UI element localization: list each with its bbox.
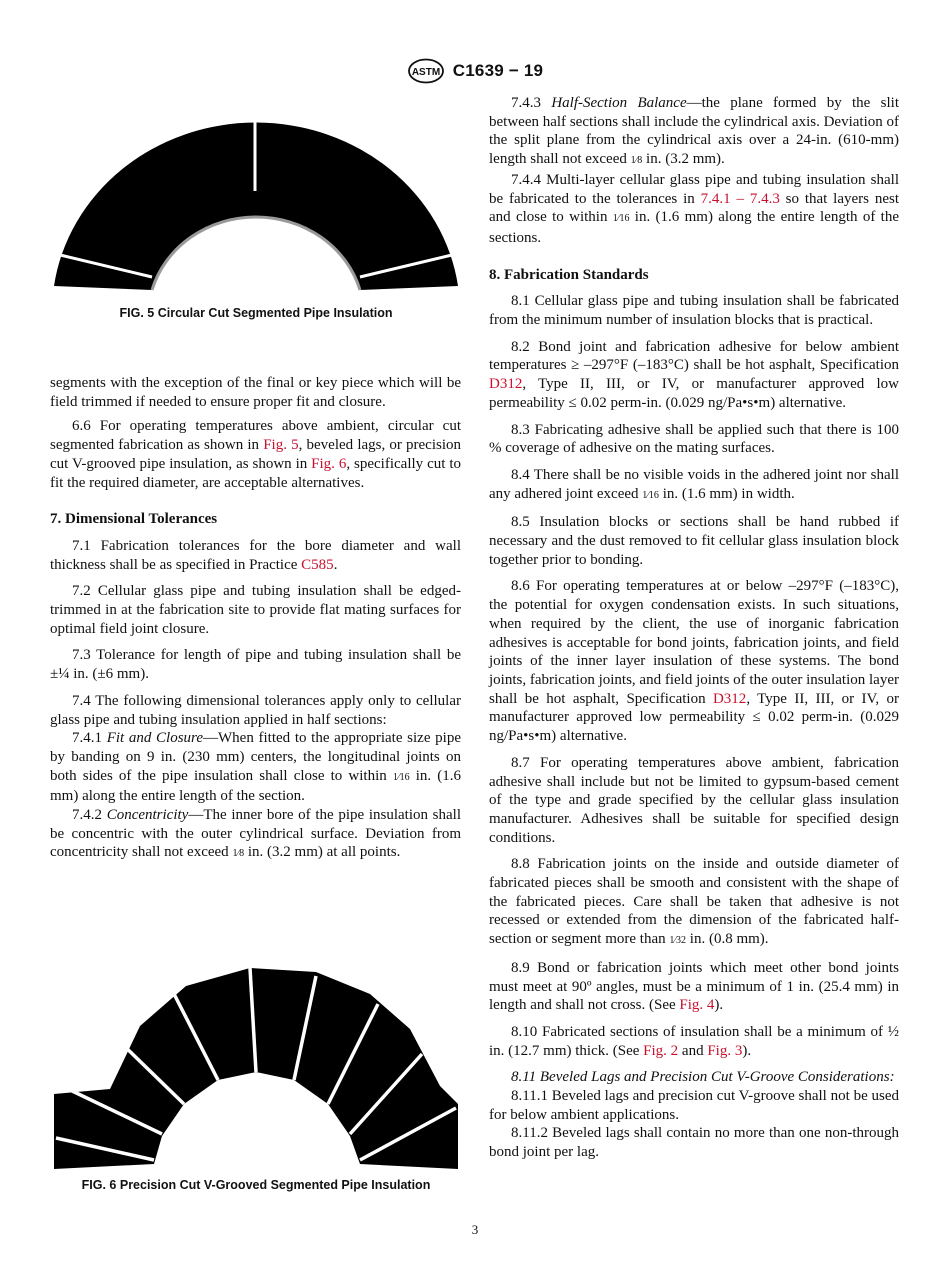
paragraph-8-10: 8.10 Fabricated sections of insulation shall be a minimum of ½ in. (12.7 mm) thick. (See Fig. 2 and Fig. 3). (489, 1023, 899, 1059)
fig4-link[interactable]: Fig. 4 (679, 997, 715, 1014)
d312-link[interactable]: D312 (489, 376, 523, 393)
astm-logo-text: ASTM (411, 67, 440, 78)
paragraph-8-11: 8.11 Beveled Lags and Precision Cut V-Groove Considerations: (511, 1069, 895, 1086)
fig6-v-groove-diagram (50, 964, 462, 1174)
paragraph-7-2: 7.2 Cellular glass pipe and tubing insulation shall be edged-trimmed in at the fabrication site to provide flat mating surfaces for optimal field joint closure. (50, 583, 461, 637)
fig6-caption: FIG. 6 Precision Cut V-Grooved Segmented Pipe Insulation (81, 1178, 431, 1192)
paragraph-8-1: 8.1 Cellular glass pipe and tubing insulation shall be fabricated from the minimum number of insulation blocks that is practical. (489, 293, 899, 329)
page-header (0, 58, 950, 89)
paragraph-8-9: 8.9 Bond or fabrication joints which meet other bond joints must meet at 90º angles, must be a minimum of 1 in. (25.4 mm) in length and shall not cross. (See Fig. 4). (489, 959, 899, 1014)
paragraph-8-5: 8.5 Insulation blocks or sections shall be hand rubbed if necessary and the dust removed to fit cellular glass insulation block together prior to bonding. (489, 514, 899, 568)
paragraph-6-5-continued: segments with the exception of the final or key piece which will be field trimmed if needed to ensure proper fit and closure. (50, 375, 461, 410)
paragraph-8-8: 8.8 Fabrication joints on the inside and outside diameter of fabricated pieces shall be smooth and consistent with the shape of the fabricated pieces. Care shall be taken that adhesive is not recessed or extended from the dimension of the fabricated half-section or segment more than 1⁄32 in. (0.8 mm). (489, 856, 899, 948)
c585-link[interactable]: C585 (301, 556, 334, 573)
paragraph-7-4-2: 7.4.2 Concentricity—The inner bore of the pipe insulation shall be concentric with the outer cylindrical surface. Deviation from concentricity shall not exceed 1⁄8 in. (3.2 mm) at all points. (50, 807, 462, 861)
right-column (489, 94, 899, 1162)
paragraph-6-6: 6.6 For operating temperatures above ambient, circular cut segmented fabrication as shown in Fig. 5, beveled lags, or precision cut V-grooved pipe insulation, as shown in Fig. 6, specifically cut to fit the required diameter, are acceptable alternatives. (50, 418, 462, 491)
paragraph-8-7: 8.7 For operating temperatures above ambient, fabrication adhesive shall include but not be limited to gypsum-based cement of the type and grade specified by the cellular glass insulation manufacturer. Adhesives shall be suitable for specified design conditions. (489, 754, 899, 846)
heading-section-8: 8. Fabrication Standards (489, 266, 649, 283)
paragraph-8-4: 8.4 There shall be no visible voids in the adhered joint nor shall any adhered joint exceed 1⁄16 in. (1.6 mm) in width. (489, 466, 899, 502)
document-id: C1639 − 19 (452, 61, 544, 80)
paragraph-8-2: 8.2 Bond joint and fabrication adhesive for below ambient temperatures ≥ –297°F (–183°C) shall be hot asphalt, Specification D312, Type II, III, or IV, or manufacturer approved low permeability ≤ 0.02 perm-in. (0.029 ng/Pa•s•m) alternative. (489, 338, 899, 411)
fig5-caption: FIG. 5 Circular Cut Segmented Pipe Insulation (119, 306, 393, 320)
paragraph-7-4-4: 7.4.4 Multi-layer cellular glass pipe and tubing insulation shall be fabricated to the tolerances in 7.4.1 – 7.4.3 so that layers nest and close to within 1⁄16 in. (1.6 mm) along the entire length of the sections. (489, 171, 900, 246)
d312-link-2[interactable]: D312 (712, 690, 747, 707)
left-column (50, 374, 461, 864)
astm-logo (407, 58, 445, 84)
paragraph-7-4-1: 7.4.1 Fit and Closure—When fitted to the appropriate size pipe by banding on 9 in. (230 mm) centers, the longitudinal joints on both sides of the pipe insulation shall close to within 1⁄16 in. (1.6 mm) along the entire length of the section. (50, 730, 461, 805)
fig5-circular-cut-diagram (50, 96, 462, 296)
paragraph-7-1: 7.1 Fabrication tolerances for the bore diameter and wall thickness shall be as specified in Practice C585. (50, 537, 461, 573)
fig3-link[interactable]: Fig. 3 (707, 1042, 743, 1059)
paragraph-7-3: 7.3 Tolerance for length of pipe and tubing insulation shall be ±¼ in. (±6 mm). (50, 647, 461, 683)
paragraph-7-4-3: 7.4.3 Half-Section Balance—the plane formed by the slit between half sections shall include the cylindrical axis. Deviation of the split plane from the cylindrical axis over a 24-in. (610-mm) length shall not exceed 1⁄8 in. (3.2 mm). (489, 95, 899, 168)
paragraph-8-3: 8.3 Fabricating adhesive shall be applied such that there is 100 % coverage of adhesive on the mating surfaces. (489, 421, 899, 457)
section-7-4-link[interactable]: 7.4.1 – 7.4.3 (700, 190, 780, 207)
paragraph-8-11-2: 8.11.2 Beveled lags shall contain no more than one non-through bond joint per lag. (489, 1125, 899, 1161)
paragraph-8-6: 8.6 For operating temperatures at or below –297°F (–183°C), the potential for oxygen condensation exists. In such situations, when required by the client, the use of inorganic fabrication adhesives is acceptable for bond joints, fabrication joints, and field joints of the inner layer insulation of these systems. The bond joints, fabrication joints, and field joints of the outer insulation layer shall be hot asphalt, Specification D312, Type II, III, or IV, or manufacturer approved low permeability ≤ 0.02 perm-in. (0.029 ng/Pa•s•m) alternative. (489, 578, 899, 745)
fig5-link[interactable]: Fig. 5 (263, 437, 299, 454)
fig2-link[interactable]: Fig. 2 (643, 1042, 679, 1059)
paragraph-8-11-1: 8.11.1 Beveled lags and precision cut V-groove shall not be used for below ambient applications. (489, 1088, 899, 1123)
page-number: 3 (471, 1222, 479, 1237)
heading-section-7: 7. Dimensional Tolerances (50, 511, 218, 528)
paragraph-7-4: 7.4 The following dimensional tolerances apply only to cellular glass pipe and tubing insulation applied in half sections: (50, 692, 461, 728)
fig6-link[interactable]: Fig. 6 (311, 455, 347, 472)
